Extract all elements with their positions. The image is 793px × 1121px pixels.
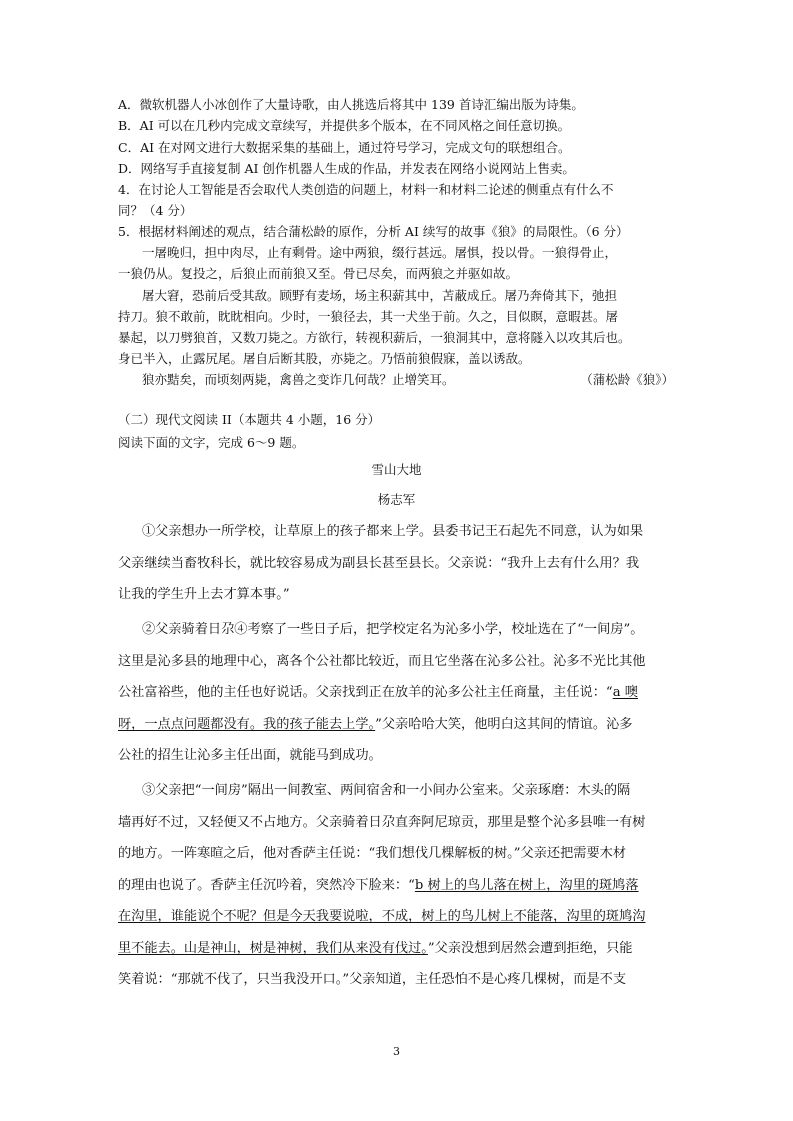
article-para-2-line-1: ②父亲骑着日尕④考察了一些日子后，把学校定名为沁多小学，校址选在了“一间房”。 (142, 622, 644, 637)
underlined-sentence-b-start: b 树上的鸟儿落在树上，沟里的斑鸠落 (414, 878, 639, 893)
option-b: B．AI 可以在几秒内完成文章续写，并提供多个版本，在不同风格之间任意切换。 (118, 118, 571, 133)
wolf-para-2-line-3: 暴起，以刀劈狼首，又数刀毙之。方欲行，转视积薪后，一狼洞其中，意将隧入以攻其后也。 (118, 330, 631, 345)
question-5: 5．根据材料阐述的观点，结合蒲松龄的原作，分析 AI 续写的故事《狼》的局限性。（6 分） (118, 224, 629, 239)
article-para-2-line-2: 这里是沁多县的地理中心，离各个公社都比较近，而且它坐落在沁多公社。沁多不光比其他 (118, 654, 646, 669)
page-number: 3 (393, 1045, 400, 1058)
article-para-1-line-1: ①父亲想办一所学校，让草原上的孩子都来上学。县委书记王石起先不同意，认为如果 (142, 524, 644, 539)
article-para-3-line-1: ③父亲把“一间房”隔出一间教室、两间宿舍和一小间办公室来。父亲琢磨：木头的隔 (142, 783, 631, 798)
article-para-3-line-2: 墙再好不过，又轻便又不占地方。父亲骑着日尕直奔阿尼琼贡，那里是整个沁多县唯一有树 (118, 815, 646, 830)
section-2-heading: （二）现代文阅读 II（本题共 4 小题，16 分） (118, 412, 381, 427)
article-para-1-line-3: 让我的学生升上去才算本事。” (118, 587, 290, 602)
option-a: A．微软机器人小冰创作了大量诗歌，由人挑选后将其中 139 首诗汇编出版为诗集。 (118, 97, 584, 112)
wolf-para-2-line-4: 身已半入，止露尻尾。屠自后断其股，亦毙之。乃悟前狼假寐，盖以诱敌。 (118, 351, 531, 366)
article-para-3-line-4: 的理由也说了。香萨主任沉吟着，突然冷下脸来：“b 树上的鸟儿落在树上，沟里的斑鸠落 (118, 878, 639, 893)
underlined-sentence-a-end: 呀，一点点问题都没有。我的孩子能去上学。 (118, 717, 376, 732)
question-4-line-2: 同？（4 分） (118, 203, 193, 218)
question-4-line-1: 4．在讨论人工智能是否会取代人类创造的问题上，材料一和材料二论述的侧重点有什么不 (118, 182, 614, 197)
option-d: D．网络写手直接复制 AI 创作机器人生成的作品，并发表在网络小说网站上售卖。 (118, 161, 575, 176)
wolf-para-2-line-1: 屠大窘，恐前后受其敌。顾野有麦场，场主积薪其中，苫蔽成丘。屠乃奔倚其下，弛担 (142, 288, 618, 303)
article-title: 雪山大地 (371, 462, 422, 477)
article-para-1-line-2: 父亲继续当畜牧科长，就比较容易成为副县长甚至县长。父亲说：“我升上去有什么用？我 (118, 556, 640, 571)
article-author: 杨志军 (377, 492, 416, 507)
article-para-3-line-7: 笑着说：“那就不伐了，只当我没开口。”父亲知道，主任恐怕不是心疼几棵树，而是不支 (118, 972, 627, 987)
wolf-source: （蒲松龄《狼》） (580, 372, 674, 387)
article-para-3-line-6: 里不能去。山是神山，树是神树，我们从来没有伐过。”父亲没想到居然会遭到拒绝，只能 (118, 941, 633, 956)
article-para-2-line-5: 公社的招生让沁多主任出面，就能马到成功。 (118, 748, 382, 763)
article-para-2-line-3: 公社富裕些，他的主任也好说话。父亲找到正在放羊的沁多公社主任商量，主任说：“a 噢 (118, 685, 638, 700)
wolf-para-3: 狼亦黠矣，而顷刻两毙，禽兽之变诈几何哉？止增笑耳。 (142, 372, 455, 387)
underlined-sentence-b-end: 里不能去。山是神山，树是神树，我们从来没有伐过。 (118, 941, 428, 956)
wolf-para-1-line-1: 一屠晚归，担中肉尽，止有剩骨。途中两狼，缀行甚远。屠惧，投以骨。一狼得骨止， (142, 245, 618, 260)
underlined-sentence-a-start: a 噢 (612, 685, 638, 700)
section-2-instruction: 阅读下面的文字，完成 6～9 题。 (118, 435, 305, 450)
article-para-2-line-4: 呀，一点点问题都没有。我的孩子能去上学。”父亲哈哈大笑，他明白这其间的情谊。沁多 (118, 717, 633, 732)
underlined-sentence-b-middle: 在沟里，谁能说个不呢？但是今天我要说啦，不成，树上的鸟儿树上不能落，沟里的斑鸠沟 (118, 909, 646, 924)
wolf-para-1-line-2: 一狼仍从。复投之，后狼止而前狼又至。骨已尽矣，而两狼之并驱如故。 (118, 266, 519, 281)
option-c: C．AI 在对网文进行大数据采集的基础上，通过符号学习，完成文句的联想组合。 (118, 140, 571, 155)
wolf-para-2-line-2: 持刀。狼不敢前，眈眈相向。少时，一狼径去，其一犬坐于前。久之，目似瞑，意暇甚。屠 (118, 309, 619, 324)
article-para-3-line-3: 的地方。一阵寒暄之后，他对香萨主任说：“我们想伐几棵解板的树。”父亲还把需要木材 (118, 846, 627, 861)
